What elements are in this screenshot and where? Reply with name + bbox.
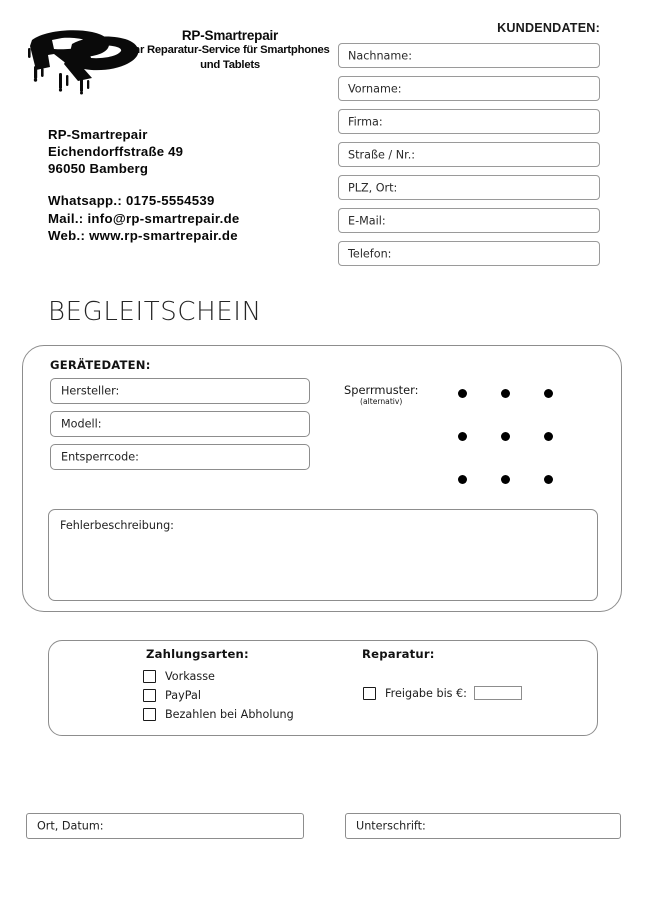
brand-tagline-line1: Ihr Reparatur-Service für Smartphones (130, 44, 330, 56)
device-section-heading: GERÄTEDATEN: (50, 358, 151, 372)
field-vorname[interactable] (338, 76, 600, 101)
customer-fields-group (338, 43, 600, 274)
field-email[interactable] (338, 208, 600, 233)
payment-options-group (143, 667, 294, 724)
fault-description-textarea[interactable] (48, 509, 598, 601)
payment-section-heading: Zahlungsarten: (146, 647, 249, 661)
brand-tagline-line2: und Tablets (200, 58, 260, 71)
signature-field[interactable] (345, 813, 621, 839)
pattern-lock-label: Sperrmuster: (344, 383, 419, 397)
pattern-lock-grid[interactable] (458, 389, 558, 489)
field-label: Fehlerbeschreibung: (60, 519, 174, 532)
brand-block (125, 28, 335, 72)
pattern-dot[interactable] (458, 389, 467, 398)
device-fields-group (50, 378, 310, 477)
approval-amount-input[interactable] (474, 686, 522, 700)
pattern-dot[interactable] (544, 389, 553, 398)
customer-section-title: KUNDENDATEN: (497, 21, 600, 35)
brand-name: RP-Smartrepair (181, 28, 279, 43)
field-label: Modell: (61, 417, 102, 431)
field-strasse-nr[interactable] (338, 142, 600, 167)
field-label: E-Mail: (348, 214, 386, 227)
payment-option-paypal[interactable] (143, 686, 294, 705)
repair-section-heading: Reparatur: (362, 647, 435, 661)
field-label: Straße / Nr.: (348, 148, 416, 161)
payment-option-bezahlen-bei-abholung[interactable] (143, 705, 294, 724)
pattern-dot[interactable] (501, 389, 510, 398)
company-address (48, 126, 183, 177)
field-label: PLZ, Ort: (348, 181, 398, 194)
field-label: Vorname: (348, 82, 402, 95)
field-label: Unterschrift: (356, 819, 426, 833)
field-label: Nachname: (348, 49, 412, 62)
pattern-dot[interactable] (501, 475, 510, 484)
field-label: Telefon: (348, 247, 392, 260)
contact-mail: Mail.: info@rp-smartrepair.de (48, 210, 240, 226)
place-date-field[interactable] (26, 813, 304, 839)
company-contact (48, 192, 240, 245)
contact-whatsapp: Whatsapp.: 0175-5554539 (48, 193, 215, 208)
pattern-dot[interactable] (544, 432, 553, 441)
field-hersteller[interactable] (50, 378, 310, 404)
page-title: BEGLEITSCHEIN (48, 297, 262, 327)
approval-label: Freigabe bis €: (385, 686, 467, 700)
checkbox-icon[interactable] (143, 689, 156, 702)
option-label: PayPal (165, 689, 201, 702)
pattern-lock-sublabel: (alternativ) (360, 397, 403, 406)
field-telefon[interactable] (338, 241, 600, 266)
field-label: Firma: (348, 115, 383, 128)
field-label: Entsperrcode: (61, 450, 139, 464)
field-firma[interactable] (338, 109, 600, 134)
field-entsperrcode[interactable] (50, 444, 310, 470)
checkbox-icon[interactable] (363, 687, 376, 700)
pattern-dot[interactable] (501, 432, 510, 441)
field-label: Hersteller: (61, 384, 120, 398)
field-label: Ort, Datum: (37, 819, 104, 833)
field-plz-ort[interactable] (338, 175, 600, 200)
field-nachname[interactable] (338, 43, 600, 68)
company-street: Eichendorffstraße 49 (48, 144, 184, 159)
payment-option-vorkasse[interactable] (143, 667, 294, 686)
option-label: Bezahlen bei Abholung (165, 708, 294, 721)
option-label: Vorkasse (165, 670, 215, 683)
company-city: 96050 Bamberg (48, 161, 149, 176)
contact-web: Web.: www.rp-smartrepair.de (48, 228, 238, 243)
company-name: RP-Smartrepair (48, 127, 148, 142)
pattern-dot[interactable] (458, 432, 467, 441)
checkbox-icon[interactable] (143, 670, 156, 683)
repair-approval-row[interactable] (363, 686, 522, 700)
field-modell[interactable] (50, 411, 310, 437)
pattern-dot[interactable] (544, 475, 553, 484)
checkbox-icon[interactable] (143, 708, 156, 721)
pattern-dot[interactable] (458, 475, 467, 484)
